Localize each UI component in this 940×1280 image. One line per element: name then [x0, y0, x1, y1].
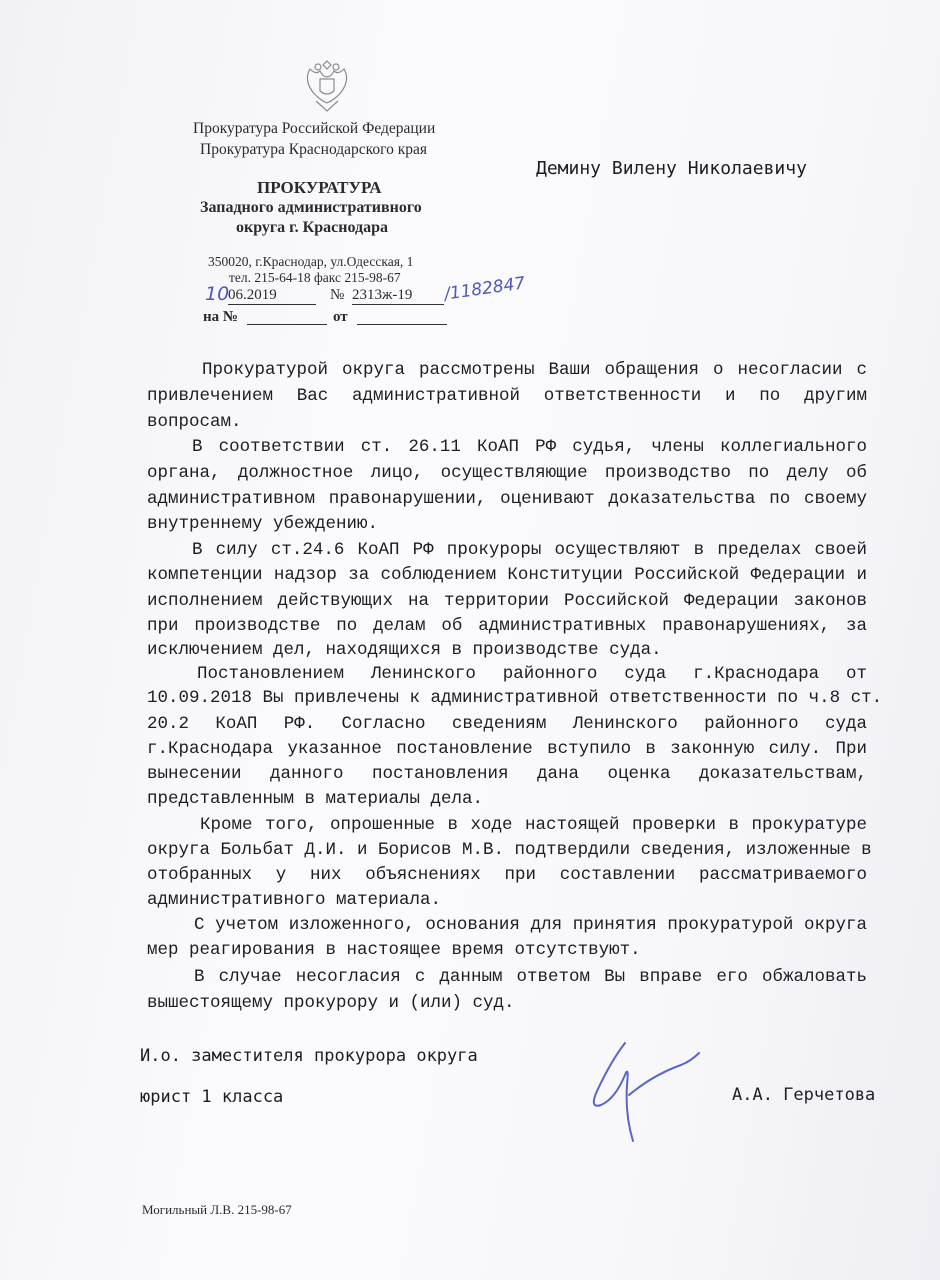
signatory-name: А.А. Герчетова — [732, 1085, 876, 1105]
executor-contact: Могильный Л.В. 215-98-67 — [142, 1202, 292, 1217]
body-line: г.Краснодара указанное постановление вступило в законную силу. При — [147, 739, 867, 759]
number-handwritten: /1182847 — [443, 273, 527, 305]
reference-number-blank — [247, 324, 327, 325]
body-line: компетенции надзор за соблюдением Конституции Российской Федерации и — [147, 565, 867, 585]
body-line: 20.2 КоАП РФ. Согласно сведениям Ленинского районного суда — [147, 714, 867, 734]
body-line: В случае несогласия с данным ответом Вы вправе его обжаловать — [194, 967, 867, 987]
reference-from-label: от — [333, 309, 348, 325]
reference-date-blank — [357, 324, 447, 325]
org-subtitle-1: Западного административного — [200, 199, 422, 216]
body-line: при производстве по делам об административных правонарушениях, за — [147, 616, 867, 636]
date-value: 06.2019 — [228, 287, 316, 305]
body-line: привлечением Вас административной ответственности и по другим — [147, 386, 867, 406]
body-line: органа, должностное лицо, осуществляющие производство по делу об — [147, 463, 867, 483]
org-title: ПРОКУРАТУРА — [257, 178, 382, 197]
number-label: № — [330, 287, 345, 303]
body-line: внутреннему убеждению. — [147, 514, 379, 534]
number-value: 2313ж-19 — [352, 287, 444, 305]
body-line: административного материала. — [147, 890, 442, 910]
number-field — [352, 287, 444, 305]
body-line: вышестоящему прокурору и (или) суд. — [147, 993, 515, 1013]
body-line: отобранных у них объяснениях при составлении рассматриваемого — [147, 865, 867, 885]
org-address: 350020, г.Краснодар, ул.Одесская, 1 — [208, 254, 414, 269]
org-line-2: Прокуратура Краснодарского края — [200, 141, 428, 158]
body-line: вынесении данного постановления дана оценка доказательствам, — [147, 764, 867, 784]
body-line: исключением дел, находящихся в производстве суда. — [147, 640, 662, 660]
body-line: В силу ст.24.6 КоАП РФ прокуроры осуществляют в пределах своей — [192, 540, 867, 560]
org-subtitle-2: округа г. Краснодара — [236, 219, 388, 236]
body-line: округа Больбат Д.И. и Борисов М.В. подтвердили сведения, изложенные в — [147, 840, 872, 860]
body-line: В соответствии ст. 26.11 КоАП РФ судья, члены коллегиального — [192, 437, 867, 457]
body-line: Кроме того, опрошенные в ходе настоящей проверки в прокуратуре — [200, 815, 867, 835]
body-line: 10.09.2018 Вы привлечены к административной ответственности по ч.8 ст. — [147, 688, 883, 708]
org-phones: тел. 215-64-18 факс 215-98-67 — [229, 270, 401, 285]
body-line: исполнением действующих на территории Российской Федерации законов — [147, 591, 867, 611]
signatory-rank: юрист 1 класса — [140, 1087, 284, 1107]
signatory-position: И.о. заместителя прокурора округа — [140, 1046, 478, 1066]
date-day-handwritten: 10 — [205, 283, 230, 305]
body-line: С учетом изложенного, основания для принятия прокуратурой округа — [194, 915, 867, 935]
body-line: вопросам. — [147, 412, 242, 432]
addressee-name: Демину Вилену Николаевичу — [536, 158, 807, 179]
reference-label: на № — [203, 309, 238, 325]
date-field — [228, 287, 316, 305]
body-line: представленным в материалы дела. — [147, 789, 484, 809]
coat-of-arms-emblem — [300, 55, 354, 115]
body-line: мер реагирования в настоящее время отсутствуют. — [147, 940, 641, 960]
handwritten-signature — [585, 1035, 705, 1145]
org-line-1: Прокуратура Российской Федерации — [193, 120, 436, 137]
body-line: административном правонарушении, оценивают доказательства по своему — [147, 489, 867, 509]
body-line: Прокуратурой округа рассмотрены Ваши обращения о несогласии с — [202, 360, 867, 380]
body-line: Постановлением Ленинского районного суда г.Краснодара от — [197, 664, 867, 684]
